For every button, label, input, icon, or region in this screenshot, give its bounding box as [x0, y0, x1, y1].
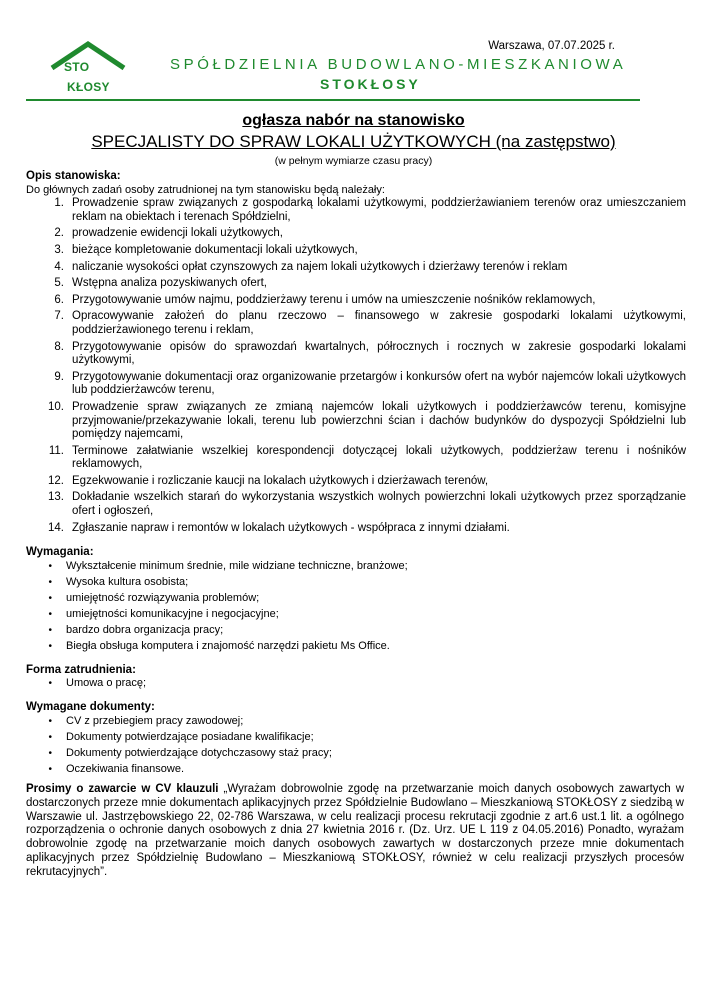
list-item-number: 8.: [54, 340, 64, 353]
list-item-text: Przygotowywanie opisów do sprawozdań kwartalnych, półrocznych i rocznych w zakresie gospodarki lokalami użytkowymi,: [72, 340, 686, 367]
list-item-text: Przygotowywanie umów najmu, poddzierżawy terenu i umów na umieszczenie nośników reklamowych,: [72, 293, 596, 306]
list-item: [26, 576, 686, 590]
section-heading-opis: Opis stanowiska:: [26, 170, 121, 182]
list-item: [26, 227, 686, 241]
list-item-text: Dokumenty potwierdzające dotychczasowy staż pracy;: [66, 747, 332, 760]
list-item: [26, 310, 686, 337]
list-item-text: umiejętności komunikacyjne i negocjacyjne;: [66, 607, 279, 620]
list-item-text: Dokładanie wszelkich starań do wykorzystania wszystkich wolnych powierzchni lokali użytkowych przez sporządzanie ofert i ogłoszeń,: [72, 491, 686, 518]
list-item-text: Dokumenty potwierdzające posiadane kwalifikacje;: [66, 731, 314, 744]
bullet-icon: •: [48, 640, 52, 652]
section-heading-dokumenty: Wymagane dokumenty:: [26, 701, 155, 714]
list-item-text: Prowadzenie spraw związanych z gospodarką lokalami użytkowymi, poddzierżawianiem terenów oraz umieszczaniem reklam na obiektach i terenach Spółdzielni,: [72, 197, 686, 223]
list-item-number: 7.: [54, 310, 64, 323]
list-item-number: 12.: [48, 474, 64, 487]
list-item: [26, 277, 686, 291]
list-item: [26, 560, 686, 574]
section-intro: Do głównych zadań osoby zatrudnionej na tym stanowisku będą należały:: [26, 183, 385, 196]
list-item-text: Umowa o pracę;: [66, 677, 147, 690]
bullet-icon: •: [48, 608, 52, 620]
section-heading-wymagania: Wymagania:: [26, 546, 94, 559]
list-item-number: 4.: [54, 260, 64, 273]
bullet-icon: •: [48, 748, 52, 760]
list-item-text: umiejętność rozwiązywania problemów;: [66, 591, 260, 604]
list-item: [26, 608, 686, 622]
document-body: [26, 170, 686, 880]
requirements-list: [26, 560, 686, 654]
list-item-number: 14.: [48, 521, 64, 534]
organization-name-second: STOKŁOSY: [320, 76, 421, 92]
list-item: [26, 715, 686, 729]
list-item-text: Oczekiwania finansowe.: [66, 763, 185, 776]
employment-form-list: [26, 677, 686, 691]
bullet-icon: •: [48, 624, 52, 636]
list-item-text: Opracowywanie założeń do planu rzeczowo – finansowego w zakresie gospodarki lokalami użytkowymi, poddzierżawionego terenu i reklam,: [72, 310, 686, 336]
list-item-text: Terminowe załatwianie wszelkiej korespondencji dotyczącej lokali użytkowych, poddzierżaw terenu i nośników reklamowych,: [72, 444, 686, 471]
bullet-icon: •: [48, 576, 52, 588]
list-item-text: Przygotowywanie dokumentacji oraz organizowanie przetargów i konkursów ofert na wybór najemców lokali użytkowych lub poddzierżawców terenu,: [72, 370, 686, 397]
logo-text-bottom: KŁOSY: [67, 80, 110, 94]
bullet-icon: •: [48, 716, 52, 728]
list-item-number: 11.: [48, 444, 64, 457]
list-item: [26, 261, 686, 275]
document-date: Warszawa, 07.07.2025 r.: [488, 40, 615, 52]
list-item-text: Zgłaszanie napraw i remontów w lokalach użytkowych - współpraca z innymi działami.: [72, 521, 510, 534]
list-item-number: 9.: [54, 370, 64, 383]
list-item: [26, 445, 686, 472]
list-item: [26, 371, 686, 398]
documents-list: [26, 715, 686, 777]
list-item-text: Egzekwowanie i rozliczanie kaucji na lokalach użytkowych i dzierżawach terenów,: [72, 474, 489, 487]
list-item: [26, 341, 686, 368]
bullet-icon: •: [48, 732, 52, 744]
list-item: [26, 592, 686, 606]
organization-name: SPÓŁDZIELNIA BUDOWLANO-MIESZKANIOWA: [170, 56, 627, 73]
position-title: SPECJALISTY DO SPRAW LOKALI UŻYTKOWYCH (na zastępstwo): [91, 132, 616, 151]
list-item-text: Wstępna analiza pozyskiwanych ofert,: [72, 277, 267, 290]
section-heading-forma: Forma zatrudnienia:: [26, 663, 136, 676]
consent-clause: [26, 783, 684, 880]
list-item-number: 3.: [54, 243, 64, 256]
list-item: [26, 677, 686, 691]
logo-text-top: STO: [64, 60, 90, 74]
list-item-number: 1.: [54, 197, 64, 210]
header-divider: [26, 99, 640, 101]
logo: [48, 40, 128, 96]
consent-text: „Wyrażam dobrowolnie zgodę na przetwarzanie moich danych osobowych zawartych w dostarczonych przeze mnie dokumentach aplikacyjnych przez Spółdzielnie Budowlano – Mieszkaniową STOKŁOSY z siedzibą w Warszawie ul. Jastrzębowskiego 22, 02-786 Warszawa, w celu realizacji procesu rekrutacji zgodnie z art.6 ust.1 lit. a ogólnego rozporządzenia o ochronie danych osobowych z dnia 27 kwietnia 2016 r. (Dz. Urz. UE L 119 z 04.05.2016) Ponadto, wyrażam dobrowolnie zgodę na przetwarzanie moich danych osobowych zawartych w dostarczonych przeze mnie dokumentach aplikacyjnych przez Spółdzielnię Budowlano – Mieszkaniową STOKŁOSY, również w celu realizacji przyszłych procesów rekrutacyjnych”.: [26, 783, 684, 878]
list-item: [26, 624, 686, 638]
list-item: [26, 747, 686, 761]
consent-lead: Prosimy o zawarcie w CV klauzuli: [26, 783, 219, 796]
bullet-icon: •: [48, 560, 52, 572]
list-item-text: Biegła obsługa komputera i znajomość narzędzi pakietu Ms Office.: [66, 639, 390, 652]
list-item-text: bardzo dobra organizacja pracy;: [66, 623, 224, 636]
list-item: [26, 640, 686, 654]
list-item-number: 6.: [54, 293, 64, 306]
list-item-text: Prowadzenie spraw związanych ze zmianą najemców lokali użytkowych i poddzierżawców terenu, komisyjne przyjmowanie/przekazywanie lokali, terenu lub powierzchni ścian i dachów budynków do dyspozycji Spółdzielni lub pomiędzy najemcami,: [72, 400, 686, 441]
list-item-number: 2.: [54, 227, 64, 240]
duties-list: [26, 197, 686, 535]
list-item-number: 10.: [48, 400, 64, 413]
bullet-icon: •: [48, 764, 52, 776]
list-item: [26, 475, 686, 489]
bullet-icon: •: [48, 592, 52, 604]
list-item: [26, 294, 686, 308]
work-time-note: (w pełnym wymiarze czasu pracy): [274, 155, 433, 167]
list-item: [26, 491, 686, 518]
list-item-text: naliczanie wysokości opłat czynszowych za najem lokali użytkowych i dzierżawy terenów i reklam: [72, 260, 568, 273]
announcement-title: ogłasza nabór na stanowisko: [242, 112, 465, 129]
list-item: [26, 522, 686, 536]
bullet-icon: •: [48, 678, 52, 690]
list-item-text: bieżące kompletowanie dokumentacji lokali użytkowych,: [72, 243, 358, 256]
list-item-text: prowadzenie ewidencji lokali użytkowych,: [72, 227, 283, 240]
list-item: [26, 244, 686, 258]
list-item-text: CV z przebiegiem pracy zawodowej;: [66, 715, 244, 728]
list-item: [26, 763, 686, 777]
list-item: [26, 401, 686, 442]
list-item-text: Wysoka kultura osobista;: [66, 575, 189, 588]
list-item-text: Wykształcenie minimum średnie, mile widziane techniczne, branżowe;: [66, 559, 408, 572]
list-item: [26, 197, 686, 224]
list-item: [26, 731, 686, 745]
list-item-number: 5.: [54, 277, 64, 290]
list-item-number: 13.: [48, 491, 64, 504]
